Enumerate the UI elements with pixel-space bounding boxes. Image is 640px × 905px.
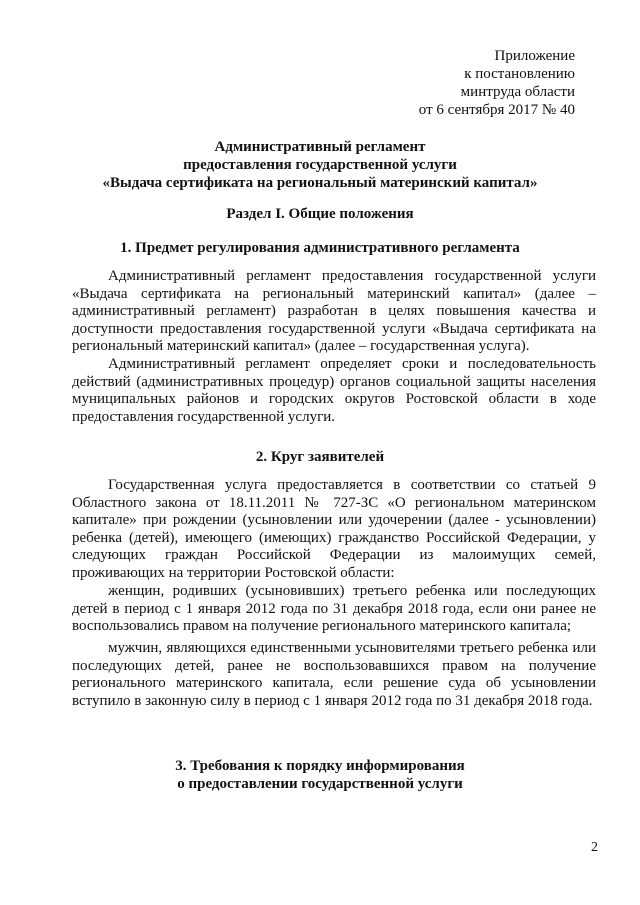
title-line: «Выдача сертификата на региональный материнский капитал»: [102, 175, 538, 191]
heading-line: 3. Требования к порядку информирования: [175, 758, 465, 774]
appendix-line: Приложение: [494, 48, 575, 64]
paragraph: женщин, родивших (усыновивших) третьего ребенка или последующих детей в период с 1 января 2012 года по 31 декабря 2018 года, если они ранее не воспользовались правом на получение регионального материнского капитала;: [72, 583, 596, 635]
appendix-line: к постановлению: [464, 66, 575, 82]
appendix-line: от 6 сентября 2017 № 40: [418, 102, 575, 118]
paragraph: мужчин, являющихся единственными усыновителями третьего ребенка или последующих детей, ранее не воспользовавшихся правом на получение регионального материнского капитала, если решение суда об усыновлении вступило в законную силу в период с 1 января 2012 года по 31 декабря 2018 года.: [72, 640, 596, 709]
subsection-heading-1: 1. Предмет регулирования административного регламента: [120, 240, 520, 256]
paragraph: Административный регламент предоставления государственной услуги «Выдача сертификата на региональный материнский капитал» (далее – административный регламент) разработан в целях повышения качества и доступности предоставления государственной услуги «Выдача сертификата на региональный материнский капитал» (далее – государственная услуга).: [72, 268, 596, 355]
appendix-note: [419, 47, 575, 119]
paragraph: Государственная услуга предоставляется в соответствии со статьей 9 Областного закона от 18.11.2011 № 727-ЗС «О региональном материнском капитале» при рождении (усыновлении или удочерении (далее - усыновлении) ребенка (детей), имеющего (имеющих) гражданство Российской Федерации, у следующих граждан Российской Федерации из малоимущих семей, проживающих на территории Ростовской области:: [72, 477, 596, 581]
subsection-heading-3: [0, 757, 640, 793]
title-line: предоставления государственной услуги: [183, 157, 457, 173]
title-line: Административный регламент: [214, 139, 426, 155]
page-number: 2: [591, 840, 598, 855]
heading-line: о предоставлении государственной услуги: [177, 776, 463, 792]
paragraph: Административный регламент определяет сроки и последовательность действий (административных процедур) органов социальной защиты населения муниципальных районов и городских округов Ростовской области в ходе предоставления государственной услуги.: [72, 356, 596, 425]
section-heading: Раздел I. Общие положения: [226, 206, 414, 222]
appendix-line: минтруда области: [460, 84, 575, 100]
document-title: [0, 138, 640, 192]
subsection-heading-2: 2. Круг заявителей: [255, 449, 385, 465]
